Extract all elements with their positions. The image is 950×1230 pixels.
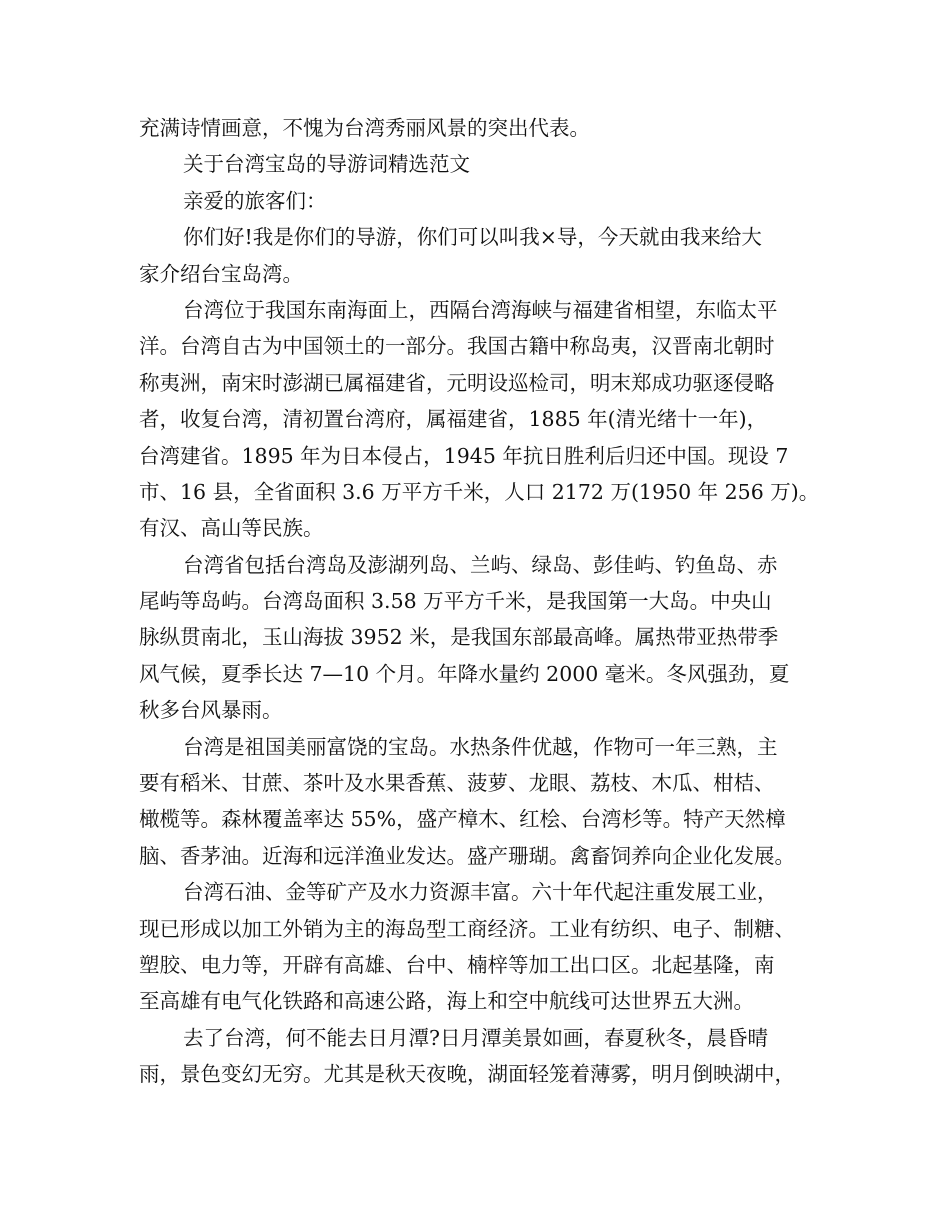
text-line: 要有稻米、甘蔗、茶叶及水果香蕉、菠萝、龙眼、荔枝、木瓜、柑桔、 [139,771,775,796]
text-line: 亲爱的旅客们： [183,188,327,213]
text-line: 家介绍台宝岛湾。 [139,261,303,286]
text-line: 塑胶、电力等，开辟有高雄、台中、楠梓等加工出口区。北起基隆，南 [139,952,775,977]
text-line: 有汉、高山等民族。 [139,516,324,541]
text-line: 风气候，夏季长达 7—10 个月。年降水量约 2000 毫米。冬风强劲，夏 [139,661,790,686]
text-line: 者，收复台湾，清初置台湾府，属福建省，1885 年(清光绪十一年)， [139,407,768,432]
document-body [139,110,829,1093]
text-line: 台湾位于我国东南海面上，西隔台湾海峡与福建省相望，东临太平 [183,297,778,322]
text-line: 充满诗情画意，不愧为台湾秀丽风景的突出代表。 [139,116,590,140]
text-line: 橄榄等。森林覆盖率达 55%，盛产樟木、红桧、台湾杉等。特产天然樟 [139,807,786,832]
text-line: 台湾省包括台湾岛及澎湖列岛、兰屿、绿岛、彭佳屿、钓鱼岛、赤 [183,552,778,577]
text-line: 关于台湾宝岛的导游词精选范文 [183,152,470,177]
text-line: 台湾是祖国美丽富饶的宝岛。水热条件优越，作物可一年三熟，主 [183,734,778,759]
text-line: 秋多台风暴雨。 [139,698,283,723]
text-line: 洋。台湾自古为中国领土的一部分。我国古籍中称岛夷，汉晋南北朝时 [139,334,775,359]
text-line: 称夷洲，南宋时澎湖已属福建省，元明设巡检司，明末郑成功驱逐侵略 [139,370,775,395]
text-line: 尾屿等岛屿。台湾岛面积 3.58 万平方千米，是我国第一大岛。中央山 [139,589,772,614]
text-line: 你们好!我是你们的导游，你们可以叫我×导，今天就由我来给大 [183,225,762,250]
text-line: 雨，景色变幻无穷。尤其是秋天夜晚，湖面轻笼着薄雾，明月倒映湖中， [139,1062,795,1087]
text-line: 台湾建省。1895 年为日本侵占，1945 年抗日胜利后归还中国。现设 7 [139,443,789,468]
text-line: 去了台湾，何不能去日月潭?日月潭美景如画，春夏秋冬，晨昏晴 [183,1025,768,1050]
text-line: 至高雄有电气化铁路和高速公路，海上和空中航线可达世界五大洲。 [139,989,754,1014]
text-line: 脉纵贯南北，玉山海拔 3952 米，是我国东部最高峰。属热带亚热带季 [139,625,779,650]
text-line: 脑、香茅油。近海和远洋渔业发达。盛产珊瑚。禽畜饲养向企业化发展。 [139,843,795,868]
text-line: 台湾石油、金等矿产及水力资源丰富。六十年代起注重发展工业， [183,880,778,905]
text-line: 现已形成以加工外销为主的海岛型工商经济。工业有纺织、电子、制糖、 [139,916,795,941]
text-line: 市、16 县，全省面积 3.6 万平方千米，人口 2172 万(1950 年 256 万)。 [139,479,820,504]
